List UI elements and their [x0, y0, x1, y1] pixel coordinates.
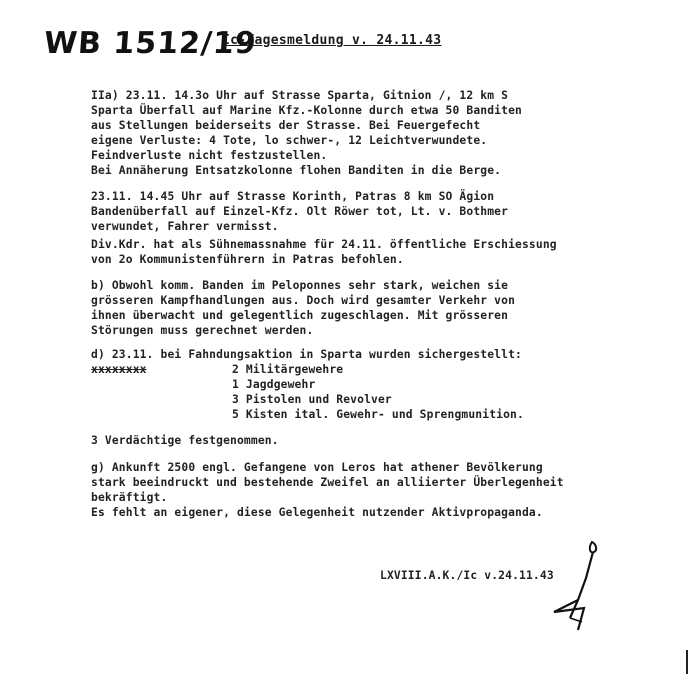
text-line: verwundet, Fahrer vermisst.	[91, 220, 279, 233]
seized-item: 5 Kisten ital. Gewehr- und Sprengmunition.	[232, 408, 524, 421]
text-line: bekräftigt.	[91, 491, 168, 504]
text-line: 3 Verdächtige festgenommen.	[91, 434, 279, 447]
seized-item: 2 Militärgewehre	[232, 363, 344, 376]
text-line: eigene Verluste: 4 Tote, lo schwer-, 12 Leichtverwundete.	[91, 134, 488, 147]
seized-item: 1 Jagdgewehr	[232, 378, 316, 391]
text-line: g) Ankunft 2500 engl. Gefangene von Leros hat athener Bevölkerung	[91, 461, 543, 474]
text-line: IIa) 23.11. 14.3o Uhr auf Strasse Sparta, Gitnion /, 12 km S	[91, 89, 509, 102]
text-line: Bei Annäherung Entsatzkolonne flohen Banditen in die Berge.	[91, 164, 502, 177]
text-line: stark beeindruckt und bestehende Zweifel an alliierter Überlegenheit	[91, 476, 564, 489]
text-line: ihnen überwacht und gelegentlich zugeschlagen. Mit grösseren	[91, 309, 509, 322]
struck-out-text: xxxxxxxx	[91, 363, 147, 376]
text-line: von 2o Kommunistenführern in Patras befohlen.	[91, 253, 404, 266]
sender-line: LXVIII.A.K./Ic v.24.11.43	[380, 569, 554, 582]
text-line: Störungen muss gerechnet werden.	[91, 324, 314, 337]
text-line: Sparta Überfall auf Marine Kfz.-Kolonne durch etwa 50 Banditen	[91, 104, 522, 117]
text-line: 23.11. 14.45 Uhr auf Strasse Korinth, Patras 8 km SO Ägion	[91, 190, 495, 203]
text-line: d) 23.11. bei Fahndungsaktion in Sparta wurden sichergestellt:	[91, 348, 522, 361]
page-edge-mark	[686, 650, 688, 674]
text-line: aus Stellungen beiderseits der Strasse. Bei Feuergefecht	[91, 119, 481, 132]
text-line: b) Obwohl komm. Banden im Peloponnes sehr stark, weichen sie	[91, 279, 509, 292]
text-line: Feindverluste nicht festzustellen.	[91, 149, 328, 162]
text-line: grösseren Kampfhandlungen aus. Doch wird gesamter Verkehr von	[91, 294, 516, 307]
seized-item: 3 Pistolen und Revolver	[232, 393, 392, 406]
text-line: Es fehlt an eigener, diese Gelegenheit nutzender Aktivpropaganda.	[91, 506, 543, 519]
document-title: Ic-Tagesmeldung v. 24.11.43	[222, 33, 442, 48]
text-line: Bandenüberfall auf Einzel-Kfz. Olt Röwer tot, Lt. v. Bothmer	[91, 205, 509, 218]
text-line: Div.Kdr. hat als Sühnemassnahme für 24.11. öffentliche Erschiessung	[91, 238, 557, 251]
archive-reference: WB 1512/19	[42, 26, 258, 61]
handwritten-signature	[548, 538, 608, 638]
